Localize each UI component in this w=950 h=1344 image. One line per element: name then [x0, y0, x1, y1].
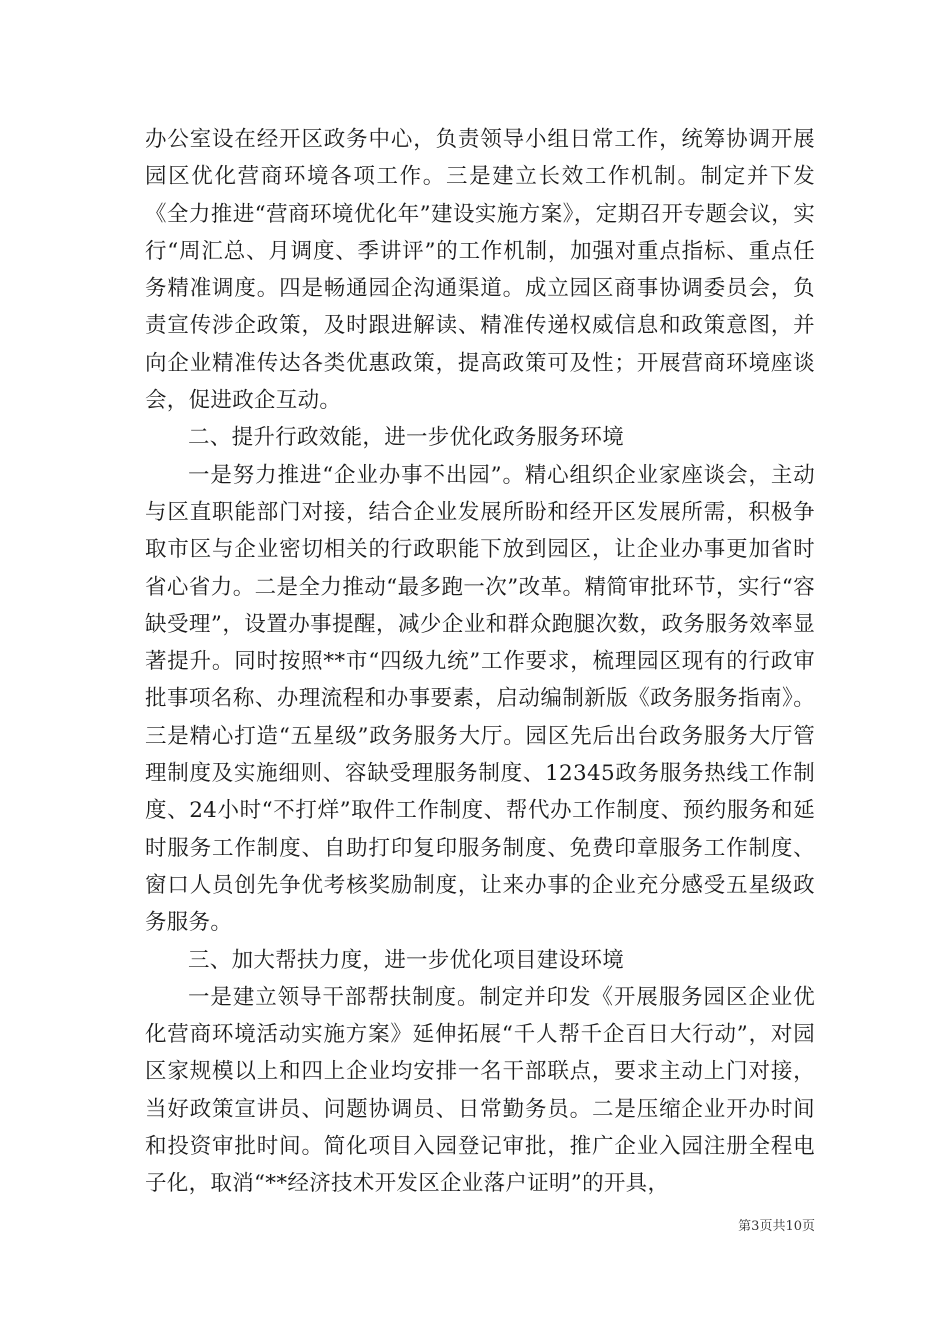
paragraph-1: 办公室设在经开区政务中心，负责领导小组日常工作，统筹协调开展园区优化营商环境各项工作。三是建立长效工作机制。制定并下发《全力推进“营商环境优化年”建设实施方案》，定期召开专题会议，实行“周汇总、月调度、季讲评”的工作机制，加强对重点指标、重点任务精准调度。四是畅通园企沟通渠道。成立园区商事协调委员会，负责宣传涉企政策，及时跟进解读、精准传递权威信息和政策意图，并向企业精准传达各类优惠政策，提高政策可及性；开展营商环境座谈会，促进政企互动。 [145, 127, 815, 414]
page-number: 第3页共10页 [738, 1219, 815, 1234]
paragraph-5: 一是建立领导干部帮扶制度。制定并印发《开展服务园区企业优化营商环境活动实施方案》延伸拓展“千人帮千企百日大行动”，对园区家规模以上和四上企业均安排一名干部联点，要求主动上门对接，当好政策宣讲员、问题协调员、日常勤务员。二是压缩企业开办时间和投资审批时间。简化项目入园登记审批，推广企业入园注册全程电子化，取消“**经济技术开发区企业落户证明”的开具， [145, 984, 815, 1197]
section-heading-2: 二、提升行政效能，进一步优化政务服务环境 [188, 425, 625, 451]
paragraph-3: 一是努力推进“企业办事不出园”。精心组织企业家座谈会，主动与区直职能部门对接，结合企业发展所盼和经开区发展所需，积极争取市区与企业密切相关的行政职能下放到园区，让企业办事更加省时省心省力。二是全力推动“最多跑一次”改革。精简审批环节，实行“容缺受理”，设置办事提醒，减少企业和群众跑腿次数，政务服务效率显著提升。同时按照**市“四级九统”工作要求，梳理园区现有的行政审批事项名称、办理流程和办事要素，启动编制新版《政务服务指南》。三是精心打造“五星级”政务服务大厅。园区先后出台政务服务大厅管理制度及实施细则、容缺受理服务制度、12345政务服务热线工作制度、24小时“不打烊”取件工作制度、帮代办工作制度、预约服务和延时服务工作制度、自助打印复印服务制度、免费印章服务工作制度、窗口人员创先争优考核奖励制度，让来办事的企业充分感受五星级政务服务。 [145, 462, 815, 936]
document-body [145, 121, 815, 1203]
section-heading-3: 三、加大帮扶力度，进一步优化项目建设环境 [188, 947, 625, 973]
